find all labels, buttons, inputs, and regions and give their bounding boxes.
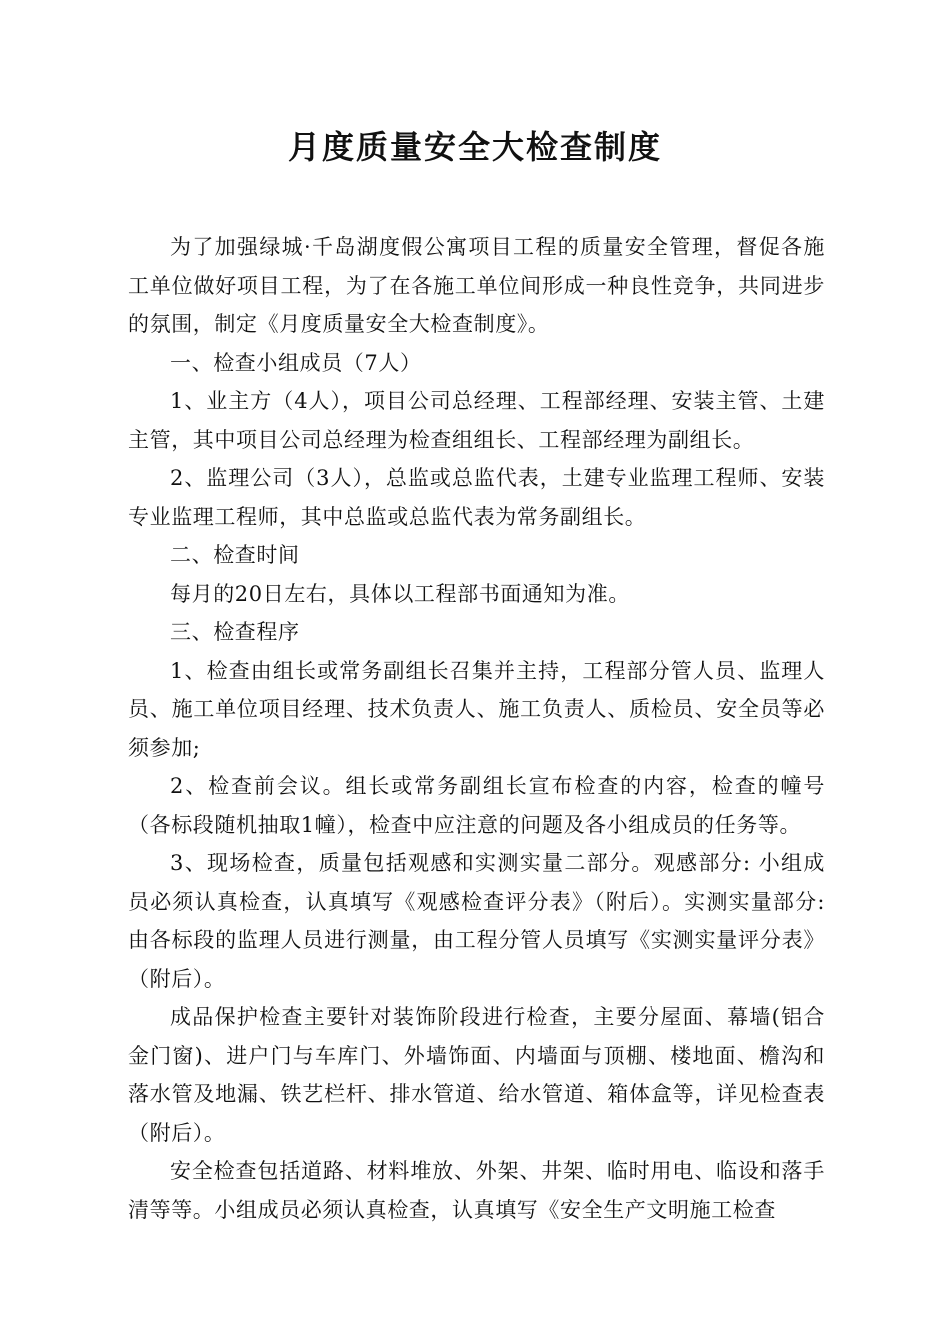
- document-title: 月度质量安全大检查制度: [287, 128, 662, 166]
- paragraph-safety-inspection: 安全检查包括道路、材料堆放、外架、井架、临时用电、临设和落手清等等。小组成员必须认真检查，认真填写《安全生产文明施工检查: [128, 1159, 825, 1222]
- document-body: [128, 228, 825, 1229]
- paragraph-time: 每月的20日左右，具体以工程部书面通知为准。: [170, 581, 630, 606]
- paragraph-supervisor-members: 2、监理公司（3人），总监或总监代表，土建专业监理工程师、安装专业监理工程师，其中总监或总监代表为常务副组长。: [128, 466, 825, 529]
- paragraph-procedure-1: 1、检查由组长或常务副组长召集并主持，工程部分管人员、监理人员、施工单位项目经理、技术负责人、施工负责人、质检员、安全员等必须参加;: [128, 658, 825, 760]
- paragraph-procedure-3: 3、现场检查，质量包括观感和实测实量二部分。观感部分: 小组成员必须认真检查，认真填写《观感检查评分表》（附后）。实测实量部分: 由各标段的监理人员进行测量，由工程分管人员填写《实测实量评分表》（附后）。: [128, 851, 825, 991]
- paragraph-intro: 为了加强绿城·千岛湖度假公寓项目工程的质量安全管理，督促各施工单位做好项目工程，为了在各施工单位间形成一种良性竞争，共同进步的氛围，制定《月度质量安全大检查制度》。: [128, 235, 825, 336]
- paragraph-product-protection: 成品保护检查主要针对装饰阶段进行检查，主要分屋面、幕墙(铝合金门窗)、进户门与车库门、外墙饰面、内墙面与顶棚、楼地面、檐沟和落水管及地漏、铁艺栏杆、排水管道、给水管道、箱体盒等，详见检查表（附后）。: [128, 1005, 825, 1145]
- paragraph-owner-members: 1、业主方（4人），项目公司总经理、工程部经理、安装主管、土建主管，其中项目公司总经理为检查组组长、工程部经理为副组长。: [128, 389, 825, 452]
- paragraph-procedure-2: 2、检查前会议。组长或常务副组长宣布检查的内容，检查的幢号（各标段随机抽取1幢），检查中应注意的问题及各小组成员的任务等。: [128, 774, 825, 837]
- section-heading-procedure: 三、检查程序: [170, 620, 300, 644]
- section-heading-time: 二、检查时间: [170, 543, 300, 567]
- section-heading-members: 一、检查小组成员（7人）: [170, 350, 422, 375]
